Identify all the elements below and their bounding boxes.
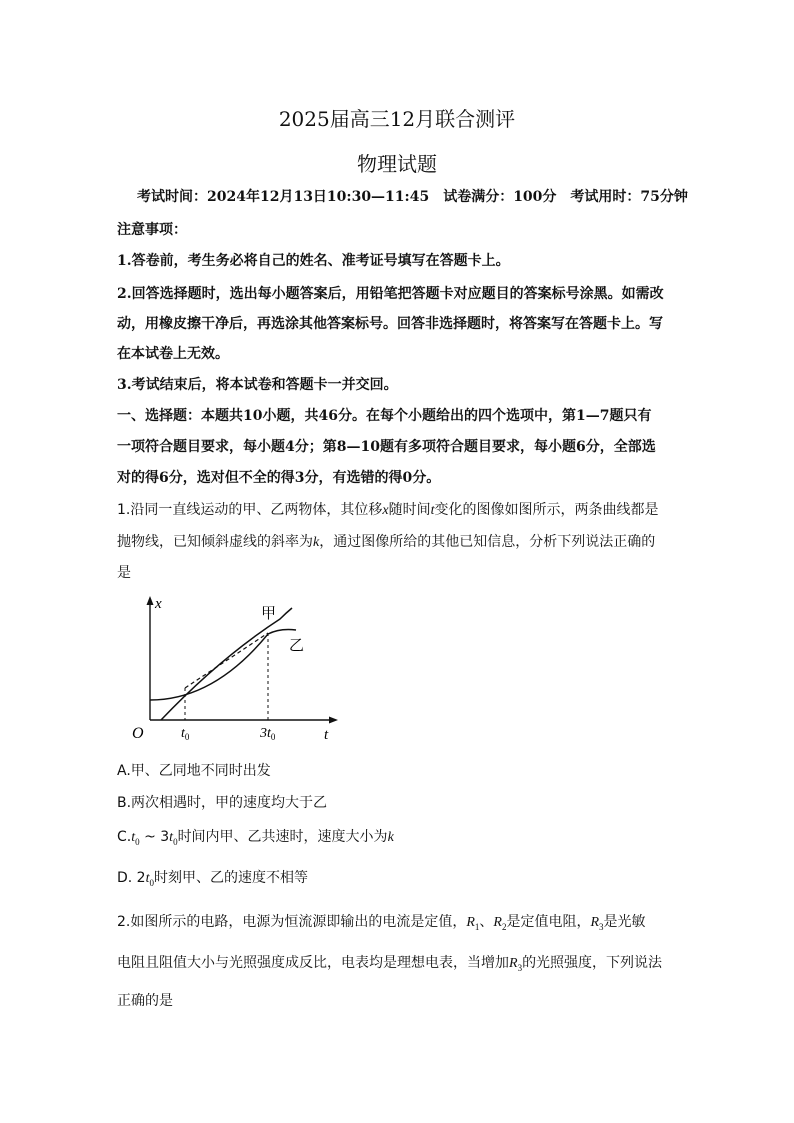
q1-line-1: 1.沿同一直线运动的甲、乙两物体，其位移x随时间t变化的图像如图所示，两条曲线都是 [117, 502, 659, 518]
position-time-graph [128, 592, 343, 742]
section-1-line-2: 一项符合题目要求，每小题4分；第8—10题有多项符合题目要求，每小题6分，全部选 [117, 439, 656, 455]
tick-3t0: $3t_0$ [260, 726, 276, 742]
q2-line-1: 2.如图所示的电路，电源为恒流源即输出的电流是定值，$R_1$、$R_2$是定值电阻，$R_3$是光敏 [117, 914, 646, 932]
q1-line-2: 抛物线，已知倾斜虚线的斜率为k，通过图像所给的其他已知信息，分析下列说法正确的 [117, 534, 656, 550]
tick-t0: $t_0$ [181, 726, 190, 742]
curve-jia [161, 608, 292, 720]
notes-heading: 注意事项： [117, 222, 187, 238]
curve-yi [150, 630, 296, 701]
note-3: 3.考试结束后，将本试卷和答题卡一并交回。 [117, 377, 398, 393]
q1-option-b: B.两次相遇时，甲的速度均大于乙 [117, 795, 328, 811]
dashed-secant [185, 633, 268, 688]
q2-line-2: 电阻且阻值大小与光照强度成反比，电表均是理想电表，当增加$R_3$的光照强度，下列说法 [117, 955, 663, 973]
axis-x-label: x [155, 596, 162, 612]
note-1: 1.答卷前，考生务必将自己的姓名、准考证号填写在答题卡上。 [117, 253, 510, 269]
section-1-line-1: 一、选择题：本题共10小题，共46分。在每个小题给出的四个选项中，第1—7题只有 [117, 408, 652, 424]
label-yi: 乙 [289, 638, 305, 654]
x-axis-arrow [147, 596, 154, 605]
q1-option-d: D. $2t_0$时刻甲、乙的速度不相等 [117, 870, 308, 888]
q1-option-c: $C.t_0$ ~ $3t_0$时间内甲、乙共速时，速度大小为k [117, 829, 394, 847]
t-axis-arrow [329, 717, 338, 724]
exam-title: 2025届高三12月联合测评 [278, 107, 516, 131]
note-2-line-2: 动，用橡皮擦干净后，再选涂其他答案标号。回答非选择题时，将答案写在答题卡上。写 [117, 316, 663, 332]
note-2-line-1: 2.回答选择题时，选出每小题答案后，用铅笔把答题卡对应题目的答案标号涂黑。如需改 [117, 286, 664, 302]
label-jia: 甲 [261, 606, 277, 622]
subject-title: 物理试题 [357, 152, 437, 176]
origin-label: O [132, 725, 144, 742]
q1-option-a: A.甲、乙同地不同时出发 [117, 763, 271, 779]
section-1-line-3: 对的得6分，选对但不全的得3分，有选错的得0分。 [117, 470, 441, 486]
note-2-line-3: 在本试卷上无效。 [117, 346, 229, 362]
q1-line-3: 是 [117, 565, 131, 581]
axis-t-label: t [324, 727, 329, 742]
exam-info: 考试时间：2024年12月13日10:30—11:45 试卷满分：100分 考试用时：75分钟 [137, 189, 688, 205]
q2-line-3: 正确的是 [117, 993, 173, 1009]
